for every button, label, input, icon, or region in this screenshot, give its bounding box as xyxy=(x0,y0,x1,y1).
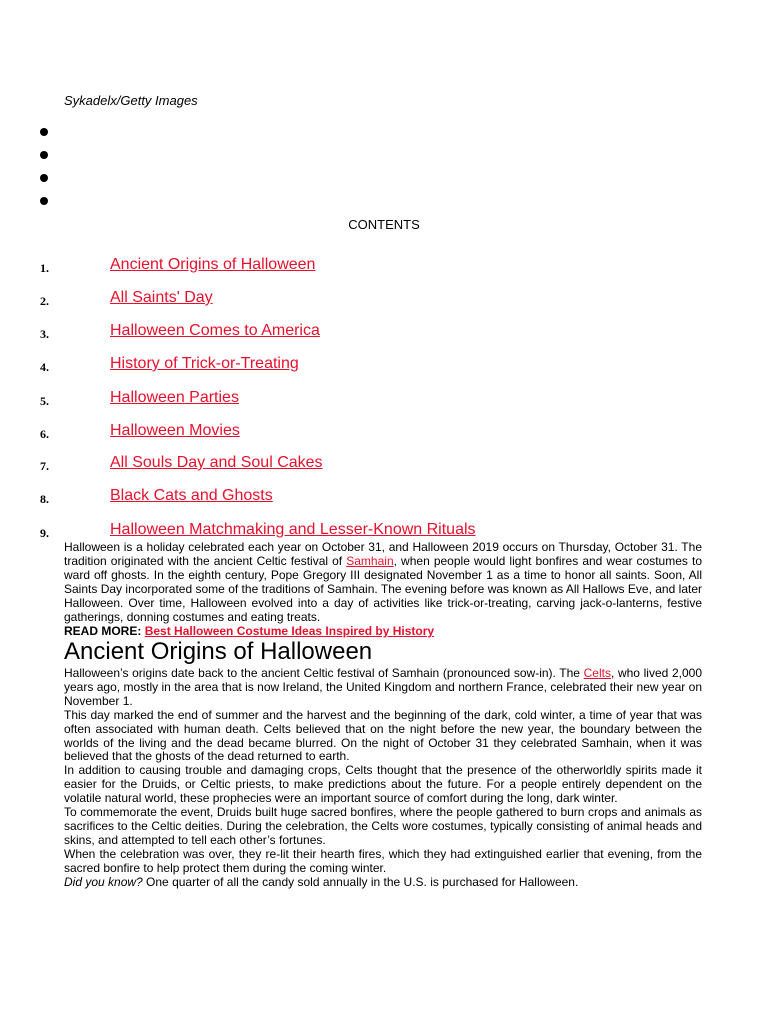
toc-item xyxy=(0,322,700,342)
image-credit: Sykadelx/Getty Images xyxy=(64,93,198,108)
toc-link[interactable]: Black Cats and Ghosts xyxy=(110,487,273,504)
article-body xyxy=(64,667,702,890)
toc-item xyxy=(0,256,700,276)
read-more xyxy=(64,624,434,638)
toc-number: 7. xyxy=(40,459,49,473)
paragraph-text: , who lived 2,000 years ago, mostly in the area that is now Ireland, the United Kingdom and northern France, celebrated their new year on November 1. xyxy=(64,666,702,708)
toc-item xyxy=(0,355,700,375)
toc-number: 4. xyxy=(40,360,49,374)
toc-link[interactable]: All Saints' Day xyxy=(110,289,213,306)
intro-text: Halloween is a holiday celebrated each year on October 31, and Halloween 2019 occurs on Thursday, October 31. The tradition originated with the ancient Celtic festival of xyxy=(64,540,702,568)
toc-link[interactable]: Halloween Matchmaking and Lesser-Known Rituals xyxy=(110,521,476,538)
toc-item xyxy=(0,454,700,474)
bullet xyxy=(40,151,48,159)
toc-link[interactable]: Halloween Movies xyxy=(110,422,240,439)
bullet xyxy=(40,197,48,205)
toc-link[interactable]: History of Trick-or-Treating xyxy=(110,355,299,372)
toc-number: 8. xyxy=(40,492,49,506)
bullet xyxy=(40,174,48,182)
empty-bullet-list xyxy=(40,128,48,220)
toc-number: 5. xyxy=(40,394,49,408)
read-more-link[interactable]: Best Halloween Costume Ideas Inspired by History xyxy=(144,624,435,638)
paragraph xyxy=(64,667,702,709)
toc-link[interactable]: All Souls Day and Soul Cakes xyxy=(110,454,323,471)
paragraph: When the celebration was over, they re-lit their hearth fires, which they had extinguished earlier that evening, from the sacred bonfire to help protect them during the coming winter. xyxy=(64,846,702,875)
intro-text: , when people would light bonfires and wear costumes to ward off ghosts. In the eighth century, Pope Gregory III designated November 1 as a time to honor all saints. Soon, All Saints Day incorporated some of the traditions of Samhain. The evening before was known as All Hallows Eve, and later Halloween. Over time, Halloween evolved into a day of activities like trick-or-treating, carving jack-o-lanterns, festive gatherings, donning costumes and eating treats. xyxy=(64,553,702,624)
read-more-label: READ MORE: xyxy=(64,624,142,638)
toc-number: 1. xyxy=(40,261,49,275)
section-heading: Ancient Origins of Halloween xyxy=(64,638,373,665)
samhain-link[interactable]: Samhain xyxy=(346,553,394,568)
toc-item xyxy=(0,289,700,309)
toc-item xyxy=(0,521,700,541)
paragraph: This day marked the end of summer and the harvest and the beginning of the dark, cold winter, a time of year that was often associated with human death. Celts believed that on the night before the new year, the boundary between the worlds of the living and the dead became blurred. On the night of October 31 they celebrated Samhain, when it was believed that the ghosts of the dead returned to earth. xyxy=(64,707,702,764)
toc-number: 9. xyxy=(40,526,49,540)
toc-item xyxy=(0,422,700,442)
toc-number: 2. xyxy=(40,294,49,308)
toc-number: 3. xyxy=(40,327,49,341)
celts-link[interactable]: Celts xyxy=(583,666,611,680)
paragraph: In addition to causing trouble and damaging crops, Celts thought that the presence of the otherworldly spirits made it easier for the Druids, or Celtic priests, to make predictions about the future. For a people entirely dependent on the volatile natural world, these prophecies were an important source of comfort during the long, dark winter. xyxy=(64,763,702,806)
bullet xyxy=(40,128,48,136)
contents-title: CONTENTS xyxy=(348,217,420,232)
toc-link[interactable]: Halloween Parties xyxy=(110,389,239,406)
paragraph-text: Halloween’s origins date back to the ancient Celtic festival of Samhain (pronounced sow-in). The xyxy=(64,666,584,680)
did-you-know-label: Did you know? xyxy=(64,874,143,889)
toc-item xyxy=(0,487,700,507)
did-you-know xyxy=(64,876,702,890)
toc-link[interactable]: Halloween Comes to America xyxy=(110,322,320,339)
paragraph: To commemorate the event, Druids built huge sacred bonfires, where the people gathered to burn crops and animals as sacrifices to the Celtic deities. During the celebration, the Celts wore costumes, typically consisting of animal heads and skins, and attempted to tell each other’s fortunes. xyxy=(64,805,702,847)
toc-number: 6. xyxy=(40,427,49,441)
toc-item xyxy=(0,389,700,409)
toc-link[interactable]: Ancient Origins of Halloween xyxy=(110,256,316,273)
intro-paragraph xyxy=(64,541,702,624)
did-you-know-text: One quarter of all the candy sold annually in the U.S. is purchased for Halloween. xyxy=(142,874,579,889)
